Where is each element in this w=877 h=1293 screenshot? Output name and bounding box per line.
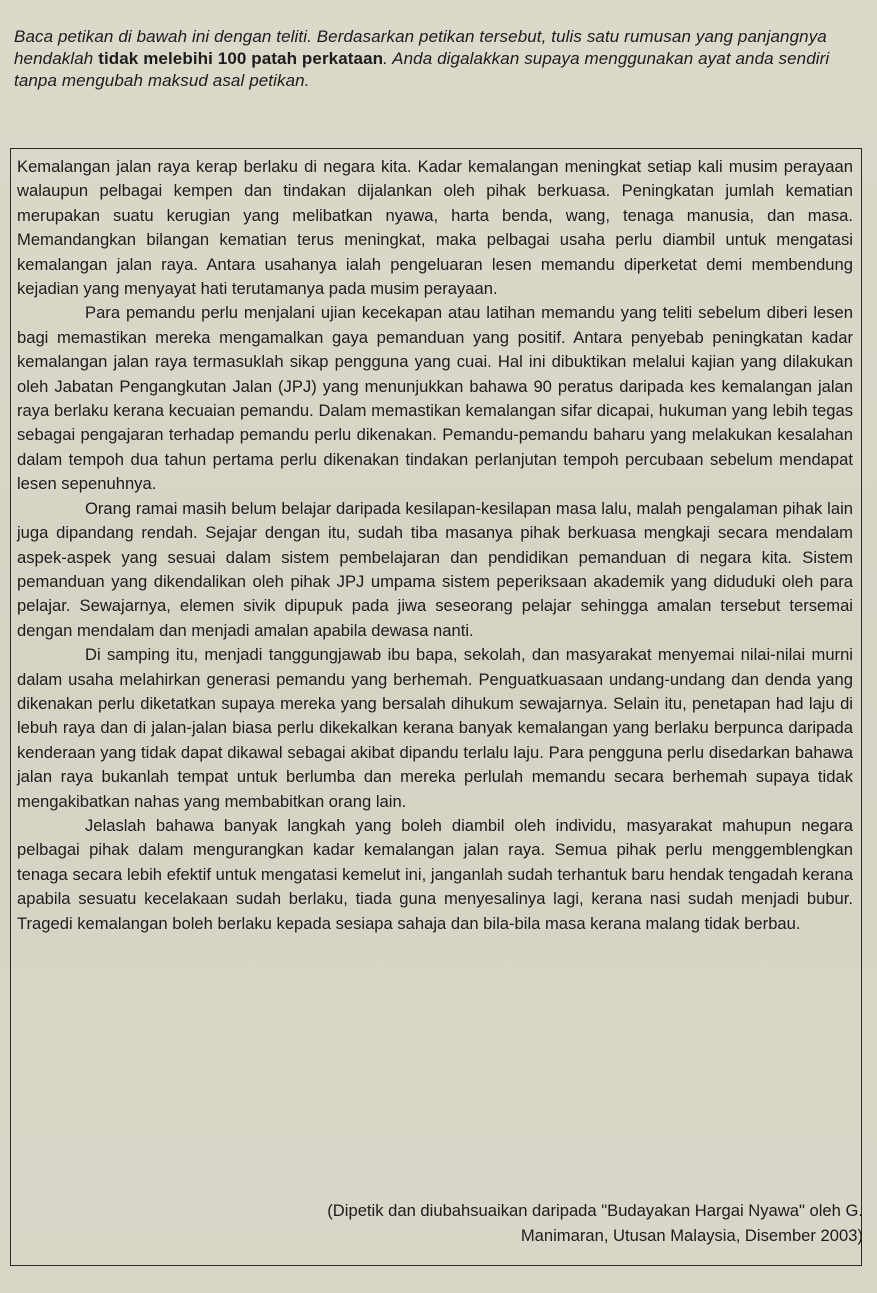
question-instruction bbox=[14, 26, 854, 92]
instruction-text-2: . Anda digalakkan supaya menggunakan ayat anda sendiri tanpa mengubah maksud asal petikan. bbox=[14, 49, 830, 90]
passage-source-citation bbox=[183, 1198, 863, 1248]
passage-paragraph-3: Orang ramai masih belum belajar daripada kesilapan-kesilapan masa lalu, malah pengalaman pihak lain juga dipandang rendah. Sejajar dengan itu, sudah tiba masanya pihak berkuasa mengkaji secara mendalam aspek-aspek yang sesuai dalam sistem pembelajaran dan pendidikan pemanduan di negara kita. Sistem pemanduan yang dikendalikan oleh pihak JPJ umpama sistem peperiksaan akademik yang diduduki oleh para pelajar. Sewajarnya, elemen sivik dipupuk pada jiwa seseorang pelajar sehingga amalan tersebut tersemai dengan mendalam dan menjadi amalan apabila dewasa nanti. bbox=[17, 498, 853, 640]
passage-paragraph-1: Kemalangan jalan raya kerap berlaku di negara kita. Kadar kemalangan meningkat setiap kali musim perayaan walaupun pelbagai kempen dan tindakan dijalankan oleh pihak berkuasa. Peningkatan jumlah kematian merupakan suatu kerugian yang melibatkan nyawa, harta benda, wang, tenaga manusia, dan masa. Memandangkan bilangan kematian terus meningkat, maka pelbagai usaha perlu diambil untuk mengatasi kemalangan jalan raya. Antara usahanya ialah pengeluaran lesen memandu diperketat demi membendung kejadian yang menyayat hati terutamanya pada musim perayaan. bbox=[17, 157, 853, 299]
instruction-word-limit: tidak melebihi 100 patah perkataan bbox=[98, 49, 384, 68]
source-line-2: Manimaran, Utusan Malaysia, Disember 2003) bbox=[520, 1226, 863, 1245]
passage-box bbox=[10, 148, 862, 1266]
passage-paragraph-2: Para pemandu perlu menjalani ujian kecekapan atau latihan memandu yang teliti sebelum diberi lesen bagi memastikan mereka mengamalkan gaya pemanduan yang positif. Antara penyebab peningkatan kadar kemalangan jalan raya termasuklah sikap pengguna yang cuai. Hal ini dibuktikan melalui kajian yang dilakukan oleh Jabatan Pengangkutan Jalan (JPJ) yang menunjukkan bahawa 90 peratus daripada kes kemalangan jalan raya berlaku kerana kecuaian pemandu. Dalam memastikan kemalangan sifar dicapai, hukuman yang lebih tegas sebagai pengajaran terhadap pemandu perlu dikenakan. Pemandu-pemandu baharu yang melakukan kesalahan dalam tempoh dua tahun pertama perlu dikenakan tindakan perlanjutan tempoh percubaan sebelum mendapat lesen sepenuhnya. bbox=[17, 303, 853, 494]
passage-paragraph-4: Di samping itu, menjadi tanggungjawab ibu bapa, sekolah, dan masyarakat menyemai nilai-nilai murni dalam usaha melahirkan generasi pemandu yang berhemah. Penguatkuasaan undang-undang dan denda yang dikenakan perlu diketatkan supaya mereka yang bersalah dihukum sewajarnya. Selain itu, penetapan had laju di lebuh raya dan di jalan-jalan biasa perlu dikekalkan kerana banyak kemalangan yang berlaku berpunca daripada kenderaan yang tidak dapat dikawal sebagai akibat dipandu terlalu laju. Para pengguna perlu disedarkan bahawa jalan raya bukanlah tempat untuk berlumba dan mereka perlulah memandu secara berhemah supaya tidak mengakibatkan nahas yang membabitkan orang lain. bbox=[17, 645, 853, 811]
instruction-text-1: Baca petikan di bawah ini dengan teliti. Berdasarkan petikan tersebut, tulis satu rumusan yang panjangnya hendaklah bbox=[14, 27, 827, 68]
source-line-1: (Dipetik dan diubahsuaikan daripada "Budayakan Hargai Nyawa" oleh G. bbox=[327, 1201, 863, 1220]
passage-paragraph-5: Jelaslah bahawa banyak langkah yang boleh diambil oleh individu, masyarakat mahupun negara pelbagai pihak dalam mengurangkan kadar kemalangan jalan raya. Semua pihak perlu menggemblengkan tenaga secara lebih efektif untuk mengatasi kemelut ini, janganlah sudah terhantuk baru hendak tengadah kerana apabila sesuatu kecelakaan sudah berlaku, tiada guna menyesalinya lagi, kerana nasi sudah menjadi bubur. Tragedi kemalangan boleh berlaku kepada sesiapa sahaja dan bila-bila masa kerana malang tidak berbau. bbox=[17, 815, 853, 933]
